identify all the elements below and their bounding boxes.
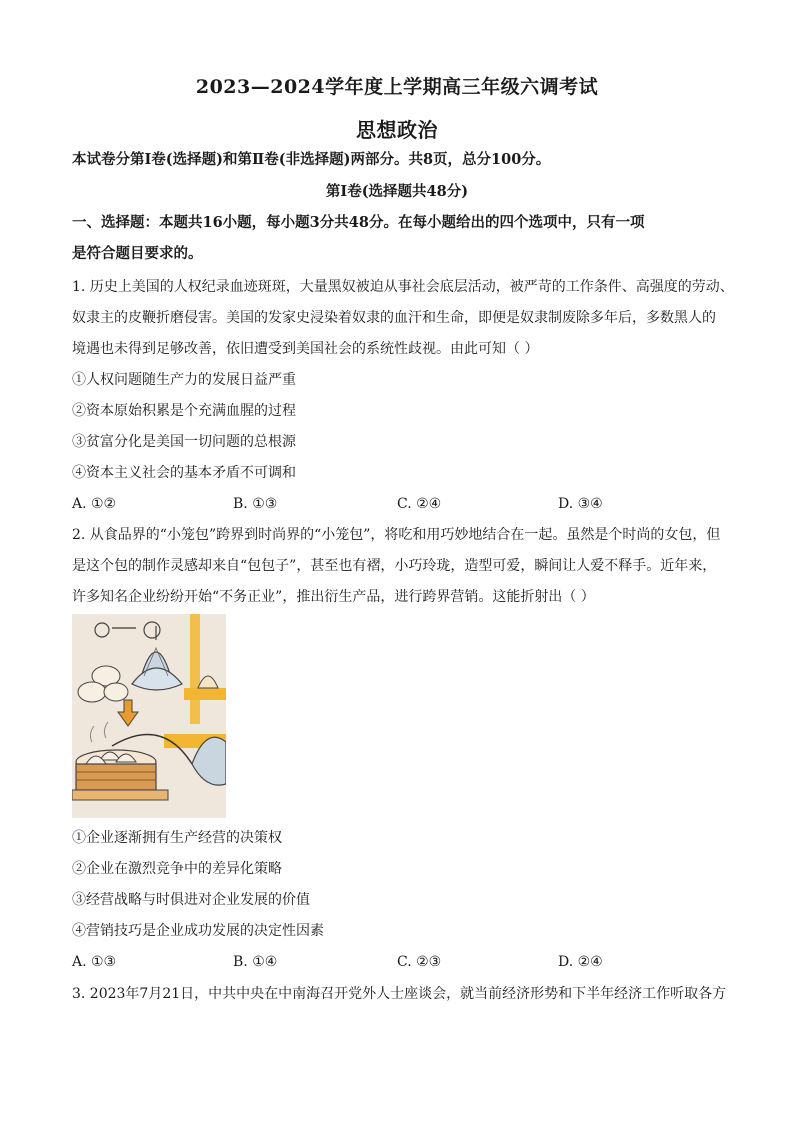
statement: ③经营战略与时俱进对企业发展的价值 xyxy=(72,892,310,908)
subject-title: 思想政治 xyxy=(356,118,438,142)
question-stem-line: 是这个包的制作灵感却来自“包包子”，甚至也有褶，小巧玲珑，造型可爱，瞬间让人爱不释手。近年来， xyxy=(72,558,717,574)
exam-title: 2023—2024学年度上学期高三年级六调考试 xyxy=(195,76,599,98)
statement: ④营销技巧是企业成功发展的决定性因素 xyxy=(72,923,324,939)
section-instruction-1: 一、选择题：本题共16小题，每小题3分共48分。在每小题给出的四个选项中，只有一项 xyxy=(72,214,645,231)
statement: ①人权问题随生产力的发展日益严重 xyxy=(72,372,296,388)
question-stem-line: 境遇也未得到足够改善，依旧遭受到美国社会的系统性歧视。由此可知（ ） xyxy=(72,341,539,357)
question-stem-line: 1. 历史上美国的人权纪录血迹斑斑，大量黑奴被迫从事社会底层活动，被严苛的工作条件、高强度的劳动、 xyxy=(72,279,734,295)
dumpling-bag-illustration xyxy=(72,614,226,818)
option-b[interactable]: B. ①③ xyxy=(233,496,278,512)
option-d[interactable]: D. ③④ xyxy=(558,496,603,512)
question-stem-line: 3. 2023年7月21日，中共中央在中南海召开党外人士座谈会，就当前经济形势和下半年经济工作听取各方 xyxy=(72,986,727,1002)
question-stem-line: 奴隶主的皮鞭折磨侵害。美国的发家史浸染着奴隶的血汗和生命，即便是奴隶制废除多年后，多数黑人的 xyxy=(72,310,716,326)
statement: ②资本原始积累是个充满血腥的过程 xyxy=(72,403,296,419)
statement: ③贫富分化是美国一切问题的总根源 xyxy=(72,434,296,450)
exam-intro: 本试卷分第Ⅰ卷(选择题)和第Ⅱ卷(非选择题)两部分。共8页，总分100分。 xyxy=(72,151,551,168)
question-stem-line: 2. 从食品界的“小笼包”跨界到时尚界的“小笼包”，将吃和用巧妙地结合在一起。虽然是个时尚的女包，但 xyxy=(72,527,721,543)
option-c[interactable]: C. ②③ xyxy=(397,954,442,970)
option-c[interactable]: C. ②④ xyxy=(397,496,442,512)
option-d[interactable]: D. ②④ xyxy=(558,954,603,970)
question-stem-line: 许多知名企业纷纷开始“不务正业”，推出衍生产品，进行跨界营销。这能折射出（ ） xyxy=(72,589,595,605)
section-instruction-2: 是符合题目要求的。 xyxy=(72,245,203,262)
option-a[interactable]: A. ①③ xyxy=(72,954,117,970)
statement: ②企业在激烈竞争中的差异化策略 xyxy=(72,861,282,877)
statement: ①企业逐渐拥有生产经营的决策权 xyxy=(72,830,282,846)
section-title: 第Ⅰ卷(选择题共48分) xyxy=(325,183,469,200)
option-b[interactable]: B. ①④ xyxy=(233,954,278,970)
statement: ④资本主义社会的基本矛盾不可调和 xyxy=(72,465,296,481)
option-a[interactable]: A. ①② xyxy=(72,496,117,512)
